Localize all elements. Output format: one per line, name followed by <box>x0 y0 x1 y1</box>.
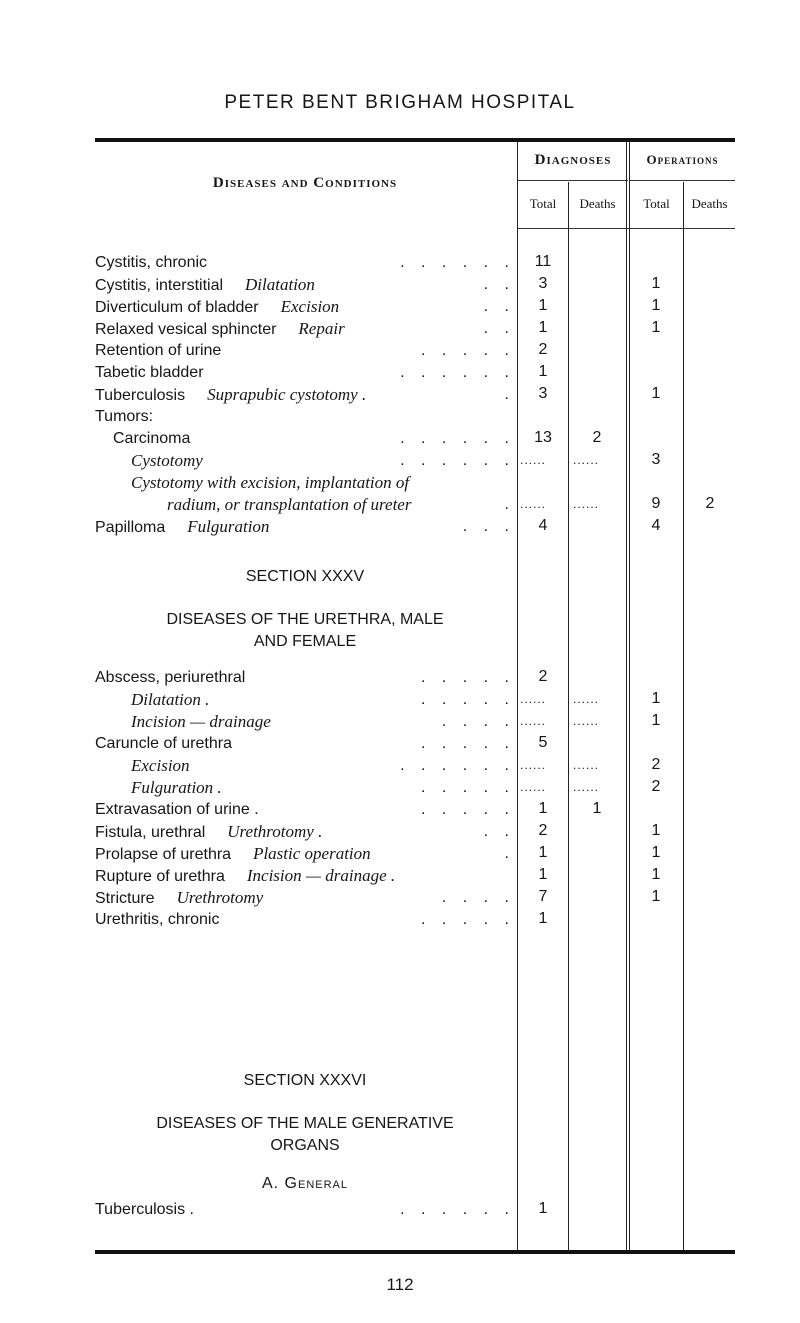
condition-label: Tuberculosis <box>95 387 186 404</box>
dot-leader: . <box>504 496 515 513</box>
table-row <box>95 429 515 451</box>
empty-cell-dots: ...... <box>573 714 600 728</box>
col-line-3b <box>629 142 630 1250</box>
condition-label <box>95 453 113 470</box>
header-diag-deaths: Deaths <box>579 196 616 211</box>
diag-total-cell: 1 <box>538 910 548 927</box>
empty-cell-dots: ...... <box>573 497 600 511</box>
diag-total-cell: 1 <box>538 866 548 883</box>
table-row <box>95 363 515 385</box>
condition-label: Prolapse of urethra <box>95 846 232 863</box>
section-35-heading-2: AND FEMALE <box>253 633 357 650</box>
header-underline-diag <box>518 180 628 181</box>
table-row <box>95 473 515 495</box>
op-total-cell: 1 <box>651 866 661 883</box>
operation-label: Dilatation <box>245 275 315 294</box>
dot-leader: . . . . . <box>420 735 515 752</box>
condition-label: Cystitis, chronic <box>95 254 208 271</box>
col-line-3a <box>626 142 627 1250</box>
diag-total-cell: 2 <box>538 668 548 685</box>
header-op-total: Total <box>643 196 670 211</box>
table-row <box>95 1200 515 1222</box>
table-row <box>95 690 515 712</box>
condition-label <box>95 780 113 797</box>
dot-leader: . . . . . <box>420 779 515 796</box>
operation-label: Suprapubic cystotomy . <box>207 385 367 404</box>
empty-cell-dots: ...... <box>520 714 547 728</box>
operation-label: Dilatation . <box>131 690 210 709</box>
table-row <box>95 800 515 822</box>
dot-leader: . . . <box>462 518 515 535</box>
operation-label: Incision — drainage <box>131 712 271 731</box>
table-row <box>95 844 515 866</box>
table-row <box>95 712 515 734</box>
diag-total-cell: 3 <box>538 275 548 292</box>
table-row <box>95 756 515 778</box>
table-row <box>95 888 515 910</box>
dot-leader: . . . . . <box>420 691 515 708</box>
dot-leader: . <box>504 386 515 403</box>
op-total-cell: 1 <box>651 712 661 729</box>
condition-label: Tumors: <box>95 408 154 425</box>
operation-label: Cystotomy <box>131 451 203 470</box>
dot-leader: . . <box>483 320 515 337</box>
table-row <box>95 407 515 429</box>
table-row <box>95 319 515 341</box>
empty-cell-dots: ...... <box>520 497 547 511</box>
empty-cell-dots: ...... <box>573 453 600 467</box>
col-line-4 <box>683 182 684 1250</box>
op-total-cell: 1 <box>651 822 661 839</box>
diag-total-cell: 1 <box>538 319 548 336</box>
dot-leader: . . <box>483 823 515 840</box>
table-row <box>95 253 515 275</box>
condition-label: Carcinoma <box>113 430 191 447</box>
condition-label <box>95 758 113 775</box>
op-total-cell: 1 <box>651 690 661 707</box>
table-row <box>95 668 515 690</box>
dot-leader: . . . . . <box>420 911 515 928</box>
condition-label: Tabetic bladder <box>95 364 204 381</box>
dot-leader: . . . . . . <box>400 1201 515 1218</box>
header-diseases: Diseases and Conditions <box>212 175 398 191</box>
table-row <box>95 517 515 539</box>
condition-label: Urethritis, chronic <box>95 911 220 928</box>
dot-leader: . . . . . <box>420 669 515 686</box>
operation-label: Plastic operation <box>253 844 371 863</box>
condition-label: Caruncle of urethra <box>95 735 232 752</box>
condition-label: Fistula, urethral <box>95 824 206 841</box>
table-row <box>95 297 515 319</box>
operation-label: Incision — drainage . <box>246 866 396 885</box>
section-36-heading-2: ORGANS <box>270 1137 340 1154</box>
op-total-cell: 1 <box>651 888 661 905</box>
table-row <box>95 910 515 932</box>
header-diag-total: Total <box>529 196 557 211</box>
page-number: 112 <box>386 1275 414 1294</box>
op-total-cell: 2 <box>651 756 661 773</box>
diag-total-cell: 11 <box>534 253 552 270</box>
col-line-2 <box>568 182 569 1250</box>
operation-label: radium, or transplantation of ureter <box>167 495 412 514</box>
op-total-cell: 1 <box>651 275 661 292</box>
diag-deaths-cell: 1 <box>592 800 602 817</box>
dot-leader: . . <box>483 298 515 315</box>
table-row <box>95 734 515 756</box>
header-diagnoses: Diagnoses <box>534 152 612 168</box>
condition-label: Diverticulum of bladder <box>95 299 259 316</box>
section-36-title: SECTION XXXVI <box>243 1072 367 1089</box>
diag-total-cell: 1 <box>538 1200 548 1217</box>
diag-total-cell: 4 <box>538 517 548 534</box>
condition-label: Papilloma <box>95 519 166 536</box>
table-row <box>95 341 515 363</box>
running-head: PETER BENT BRIGHAM HOSPITAL <box>224 92 576 113</box>
diag-total-cell: 1 <box>538 363 548 380</box>
condition-label: Abscess, periurethral <box>95 669 246 686</box>
condition-label <box>95 497 131 514</box>
dot-leader: . . . . . . <box>400 430 515 447</box>
diag-total-cell: 2 <box>538 822 548 839</box>
section-36-heading: DISEASES OF THE MALE GENERATIVE <box>156 1115 454 1132</box>
dot-leader: . . . . . <box>420 342 515 359</box>
diag-total-cell: 3 <box>538 385 548 402</box>
operation-label: Cystotomy with excision, implantation of <box>131 473 410 492</box>
table-row <box>95 822 515 844</box>
operation-label: Excision <box>280 297 340 316</box>
operation-label: Fulguration . <box>131 778 222 797</box>
table-row <box>95 495 515 517</box>
condition-label: Cystitis, interstitial <box>95 277 224 294</box>
condition-label <box>95 475 113 492</box>
table-row <box>95 275 515 297</box>
operation-label: Urethrotomy . <box>227 822 323 841</box>
table-bottom-rule <box>95 1250 735 1254</box>
empty-cell-dots: ...... <box>520 780 547 794</box>
empty-cell-dots: ...... <box>573 780 600 794</box>
empty-cell-dots: ...... <box>520 692 547 706</box>
diag-total-cell: 1 <box>538 844 548 861</box>
condition-label <box>95 692 113 709</box>
section-36-subheading: A. General <box>261 1175 349 1192</box>
op-total-cell: 2 <box>651 778 661 795</box>
header-operations: Operations <box>646 152 719 167</box>
condition-label: Extravasation of urine . <box>95 801 259 818</box>
dot-leader: . <box>504 845 515 862</box>
dot-leader: . . . . . . <box>400 757 515 774</box>
diag-total-cell: 13 <box>534 429 552 446</box>
operation-label: Fulguration <box>187 517 270 536</box>
condition-label: Tuberculosis . <box>95 1201 194 1218</box>
header-underline-ops <box>630 180 735 181</box>
table-row <box>95 778 515 800</box>
empty-cell-dots: ...... <box>520 453 547 467</box>
dot-leader: . . . . . . <box>400 364 515 381</box>
table-row <box>95 451 515 473</box>
dot-leader: . . . . . <box>420 801 515 818</box>
condition-label: Retention of urine <box>95 342 222 359</box>
op-total-cell: 1 <box>651 319 661 336</box>
header-op-deaths: Deaths <box>691 196 728 211</box>
empty-cell-dots: ...... <box>573 758 600 772</box>
op-total-cell: 4 <box>651 517 661 534</box>
op-total-cell: 9 <box>651 495 661 512</box>
diag-deaths-cell: 2 <box>592 429 602 446</box>
op-deaths-cell: 2 <box>705 495 715 512</box>
condition-label: Stricture <box>95 890 155 907</box>
diag-total-cell: 1 <box>538 297 548 314</box>
col-line-1 <box>517 142 518 1250</box>
dot-leader: . . <box>483 276 515 293</box>
empty-cell-dots: ...... <box>573 692 600 706</box>
op-total-cell: 1 <box>651 385 661 402</box>
operation-label: Excision <box>131 756 190 775</box>
op-total-cell: 1 <box>651 844 661 861</box>
operation-label: Urethrotomy <box>176 888 264 907</box>
table-row <box>95 866 515 888</box>
table-top-rule <box>95 138 735 142</box>
op-total-cell: 3 <box>651 451 661 468</box>
empty-cell-dots: ...... <box>520 758 547 772</box>
dot-leader: . . . . . . <box>400 254 515 271</box>
dot-leader: . . . . <box>441 889 515 906</box>
condition-label: Relaxed vesical sphincter <box>95 321 277 338</box>
operation-label: Repair <box>298 319 345 338</box>
op-total-cell: 1 <box>651 297 661 314</box>
diag-total-cell: 2 <box>538 341 548 358</box>
dot-leader: . . . . <box>441 713 515 730</box>
section-35-title: SECTION XXXV <box>245 568 365 585</box>
dot-leader: . . . . . . <box>400 452 515 469</box>
diag-total-cell: 1 <box>538 800 548 817</box>
section-35-heading: DISEASES OF THE URETHRA, MALE <box>166 611 444 628</box>
condition-label <box>95 714 113 731</box>
condition-label: Rupture of urethra <box>95 868 225 885</box>
table-row <box>95 385 515 407</box>
diag-total-cell: 7 <box>538 888 548 905</box>
diag-total-cell: 5 <box>538 734 548 751</box>
